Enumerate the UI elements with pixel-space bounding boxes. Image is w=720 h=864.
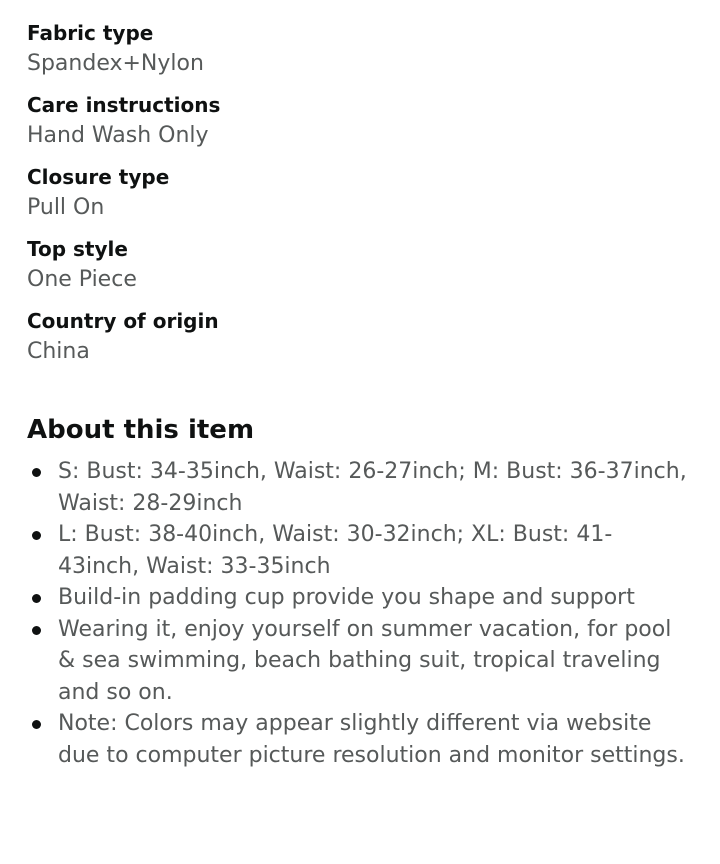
- bullet-dot-icon: [32, 594, 41, 603]
- spec-value: China: [27, 339, 90, 364]
- spec-label: Closure type: [27, 165, 170, 189]
- feature-bullet: [27, 708, 693, 771]
- spec-label: Care instructions: [27, 93, 221, 117]
- spec-label: Fabric type: [27, 21, 154, 45]
- spec-care-instructions: [27, 90, 693, 152]
- bullet-dot-icon: [32, 531, 41, 540]
- spec-closure-type: [27, 162, 693, 224]
- feature-bullet: [27, 519, 693, 582]
- bullet-dot-icon: [32, 468, 41, 477]
- spec-value: Spandex+Nylon: [27, 51, 204, 76]
- spec-value: One Piece: [27, 267, 137, 292]
- feature-bullet-text: Wearing it, enjoy yourself on summer vacation, for pool & sea swimming, beach bathing suit, tropical traveling and so on.: [58, 616, 672, 705]
- spec-label: Country of origin: [27, 309, 219, 333]
- feature-bullet-text: S: Bust: 34-35inch, Waist: 26-27inch; M: Bust: 36-37inch, Waist: 28-29inch: [58, 459, 687, 516]
- spec-country-of-origin: [27, 306, 693, 368]
- spec-fabric-type: [27, 18, 693, 80]
- spec-value: Pull On: [27, 195, 105, 220]
- spec-top-style: [27, 234, 693, 296]
- feature-bullet: [27, 614, 693, 709]
- feature-bullet-list: [27, 456, 693, 771]
- bullet-dot-icon: [32, 720, 41, 729]
- spec-label: Top style: [27, 237, 128, 261]
- feature-bullet-text: L: Bust: 38-40inch, Waist: 30-32inch; XL: Bust: 41-43inch, Waist: 33-35inch: [58, 522, 613, 579]
- feature-bullet-text: Note: Colors may appear slightly different via website due to computer picture resolution and monitor settings.: [58, 711, 685, 768]
- feature-bullet: [27, 582, 693, 614]
- feature-bullet-text: Build-in padding cup provide you shape and support: [58, 585, 635, 610]
- about-this-item-heading: About this item: [27, 415, 255, 445]
- feature-bullet: [27, 456, 693, 519]
- spec-value: Hand Wash Only: [27, 123, 209, 148]
- bullet-dot-icon: [32, 626, 41, 635]
